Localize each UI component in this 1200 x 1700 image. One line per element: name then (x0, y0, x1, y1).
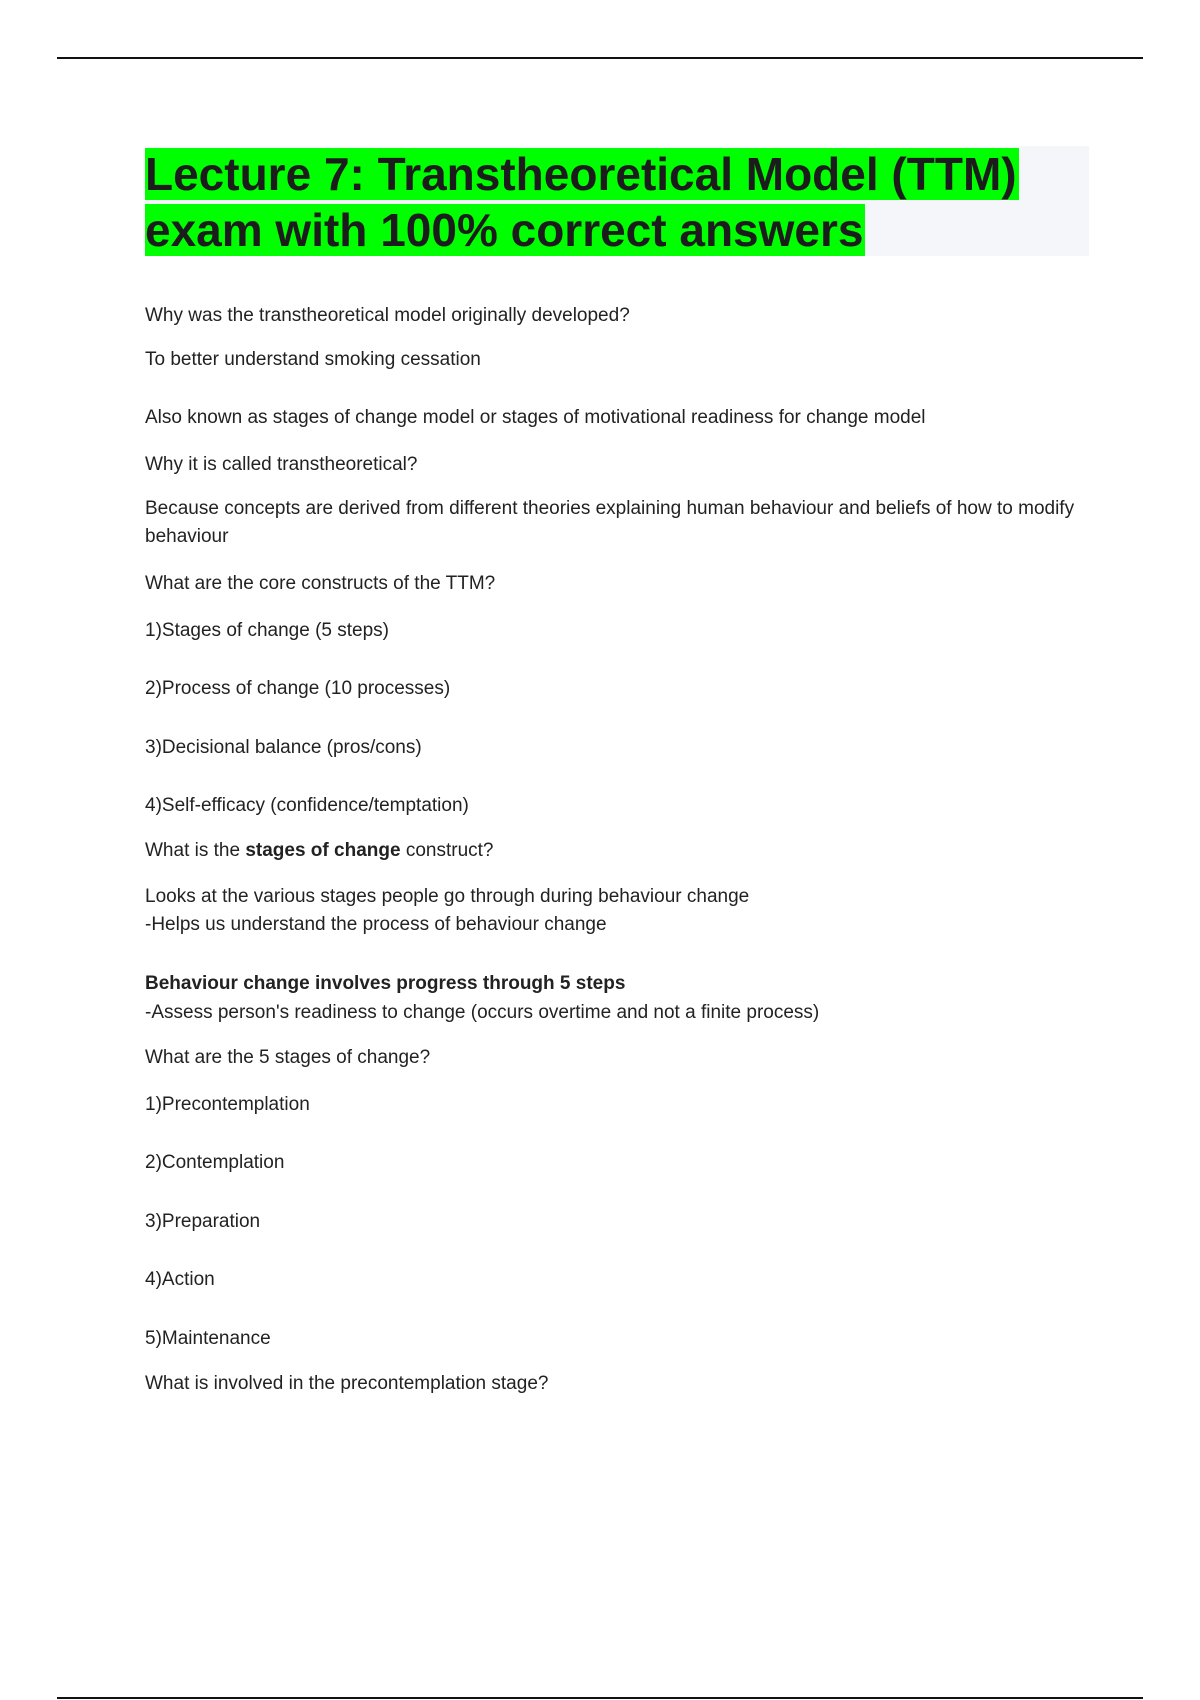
question-3: What are the core constructs of the TTM? (145, 573, 496, 594)
list-item: 2)Contemplation (145, 1152, 285, 1173)
answer-4-line-1: Looks at the various stages people go through during behaviour change (145, 886, 750, 907)
answer-4-line-2: -Helps us understand the process of behaviour change (145, 914, 607, 935)
question-2: Why it is called transtheoretical? (145, 454, 418, 475)
question-1: Why was the transtheoretical model originally developed? (145, 305, 630, 326)
list-item: 5)Maintenance (145, 1328, 271, 1349)
question-5: What are the 5 stages of change? (145, 1047, 431, 1068)
question-4-bold: stages of change (245, 840, 401, 861)
answer-1-note: Also known as stages of change model or stages of motivational readiness for change model (145, 407, 926, 428)
list-item: 1)Precontemplation (145, 1094, 310, 1115)
question-4-suffix: construct? (400, 840, 494, 861)
title-highlight: Lecture 7: Transtheoretical Model (TTM) exam with 100% correct answers (145, 148, 1017, 256)
question-4 (145, 837, 493, 865)
question-4-prefix: What is the (145, 840, 246, 861)
list-item: 4)Action (145, 1269, 215, 1290)
answer-1: To better understand smoking cessation (145, 349, 481, 370)
list-item: 4)Self-efficacy (confidence/temptation) (145, 795, 469, 816)
top-divider (57, 57, 1143, 59)
document-title (145, 146, 1105, 258)
answer-2: Because concepts are derived from different theories explaining human behaviour and beliefs of how to modify behaviour (145, 498, 1075, 547)
answer-4-line-3: -Assess person's readiness to change (occurs overtime and not a finite process) (145, 1002, 820, 1023)
list-item: 2)Process of change (10 processes) (145, 678, 451, 699)
bottom-divider (57, 1697, 1143, 1699)
answer-4-bold-heading: Behaviour change involves progress through 5 steps (145, 973, 626, 994)
list-item: 3)Decisional balance (pros/cons) (145, 737, 422, 758)
list-item: 1)Stages of change (5 steps) (145, 620, 389, 641)
list-item: 3)Preparation (145, 1211, 261, 1232)
question-6: What is involved in the precontemplation stage? (145, 1373, 549, 1394)
